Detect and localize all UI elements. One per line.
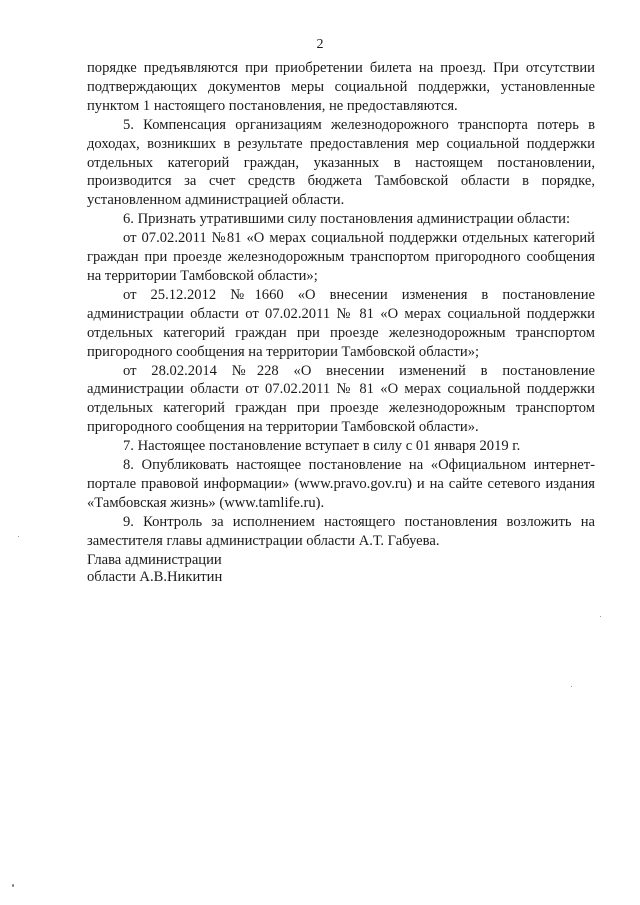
scan-speck: [571, 686, 572, 687]
signature-block: [87, 552, 222, 586]
paragraph-item-6: 6. Признать утратившими силу постановления администрации области:: [123, 211, 570, 228]
paragraph-item-9: 9. Контроль за исполнением настоящего постановления возложить на заместителя главы администрации области А.Т. Габуева.: [87, 513, 595, 549]
repealed-resolution-1660: от 25.12.2012 №1660 «О внесении изменения в постановление администрации области от 07.02.2011 № 81 «О мерах социальной поддержки отдельных категорий граждан при проезде железнодорожным транспортом пригородного сообщения на территории Тамбовской области»;: [87, 286, 595, 360]
repealed-resolution-228: от 28.02.2014 №228 «О внесении изменений в постановление администрации области от 07.02.2011 № 81 «О мерах социальной поддержки отдельных категорий граждан при проезде железнодорожным транспортом пригородного сообщения на территории Тамбовской области».: [87, 362, 595, 436]
signatory-name: области А.В.Никитин: [87, 569, 223, 585]
document-body: [87, 59, 595, 551]
scan-speck: [12, 884, 14, 887]
page-number: 2: [316, 37, 324, 52]
paragraph-item-7: 7. Настоящее постановление вступает в силу с 01 января 2019 г.: [123, 438, 521, 455]
scan-speck: [600, 616, 601, 617]
repealed-resolution-81: от 07.02.2011 №81 «О мерах социальной поддержки отдельных категорий граждан при проезде железнодорожным транспортом пригородного сообщения на территории Тамбовской области»;: [87, 230, 595, 284]
scan-speck: [18, 536, 19, 537]
signatory-title: Глава администрации: [87, 552, 222, 568]
paragraph-item-8: 8. Опубликовать настоящее постановление на «Официальном интернет-портале правовой информации» (www.pravo.gov.ru) и на сайте сетевого издания «Тамбовская жизнь» (www.tamlife.ru).: [87, 457, 595, 511]
paragraph-continuation: порядке предъявляются при приобретении билета на проезд. При отсутствии подтверждающих документов меры социальной поддержки, установленные пунктом 1 настоящего постановления, не предоставляются.: [87, 60, 595, 114]
paragraph-item-5: 5. Компенсация организациям железнодорожного транспорта потерь в доходах, возникших в результате предоставления мер социальной поддержки отдельных категорий граждан, указанных в настоящем постановлении, производится за счет средств бюджета Тамбовской области в порядке, установленном администрацией области.: [87, 116, 595, 209]
